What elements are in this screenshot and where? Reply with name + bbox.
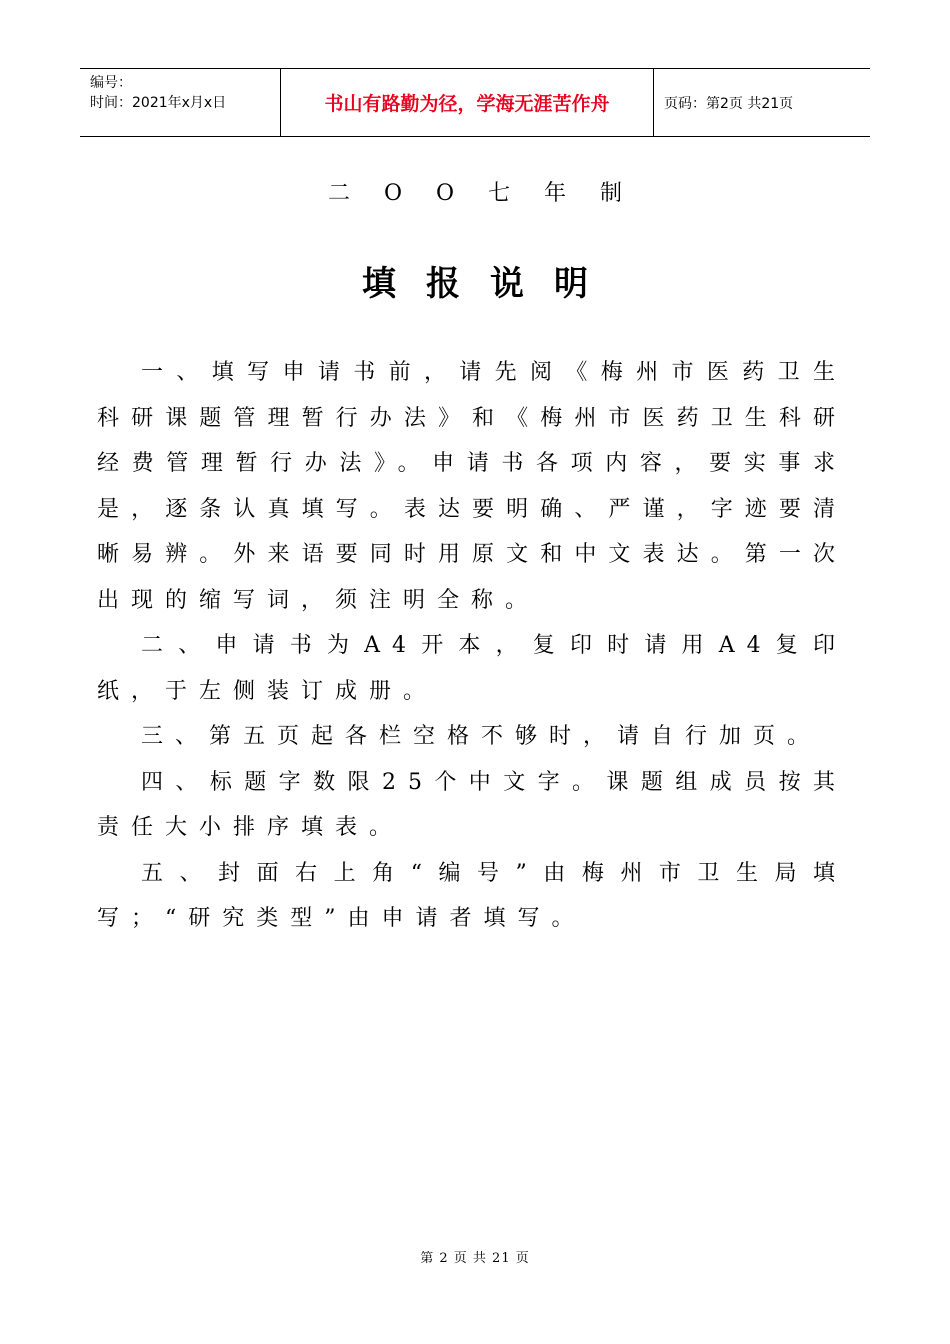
paragraph-1: 一、填写申请书前，请先阅《梅州市医药卫生科研课题管理暂行办法》和《梅州市医药卫生科研经费管理暂行办法》。申请书各项内容，要实事求是，逐条认真填写。表达要明确、严谨，字迹要清晰易辨。外来语要同时用原文和中文表达。第一次出现的缩写词，须注明全称。 <box>97 360 847 613</box>
instructions-body <box>97 350 847 942</box>
page-title: 填报说明 <box>362 264 618 304</box>
page-header <box>80 68 870 137</box>
paragraph-4: 四、标题字数限25个中文字。课题组成员按其责任大小排序填表。 <box>97 769 847 840</box>
header-motto: 书山有路勤为径，学海无涯苦作舟 <box>281 69 654 136</box>
paragraph-5: 五、封面右上角“编号”由梅州市卫生局填写；“研究类型”由申请者填写。 <box>97 860 847 931</box>
header-meta <box>80 69 281 136</box>
paragraph-3: 三、第五页起各栏空格不够时，请自行加页。 <box>141 724 822 749</box>
page-footer: 第 2 页 共 21 页 <box>420 1251 530 1266</box>
year-line: 二OO七年制 <box>327 181 657 206</box>
time-label: 时间：2021年x月x日 <box>90 95 227 111</box>
header-page-label: 页码：第2页 共21页 <box>664 95 794 112</box>
paragraph-2: 二、申请书为A4开本，复印时请用A4复印纸，于左侧装订成册。 <box>97 633 847 704</box>
number-label: 编号： <box>90 75 132 91</box>
